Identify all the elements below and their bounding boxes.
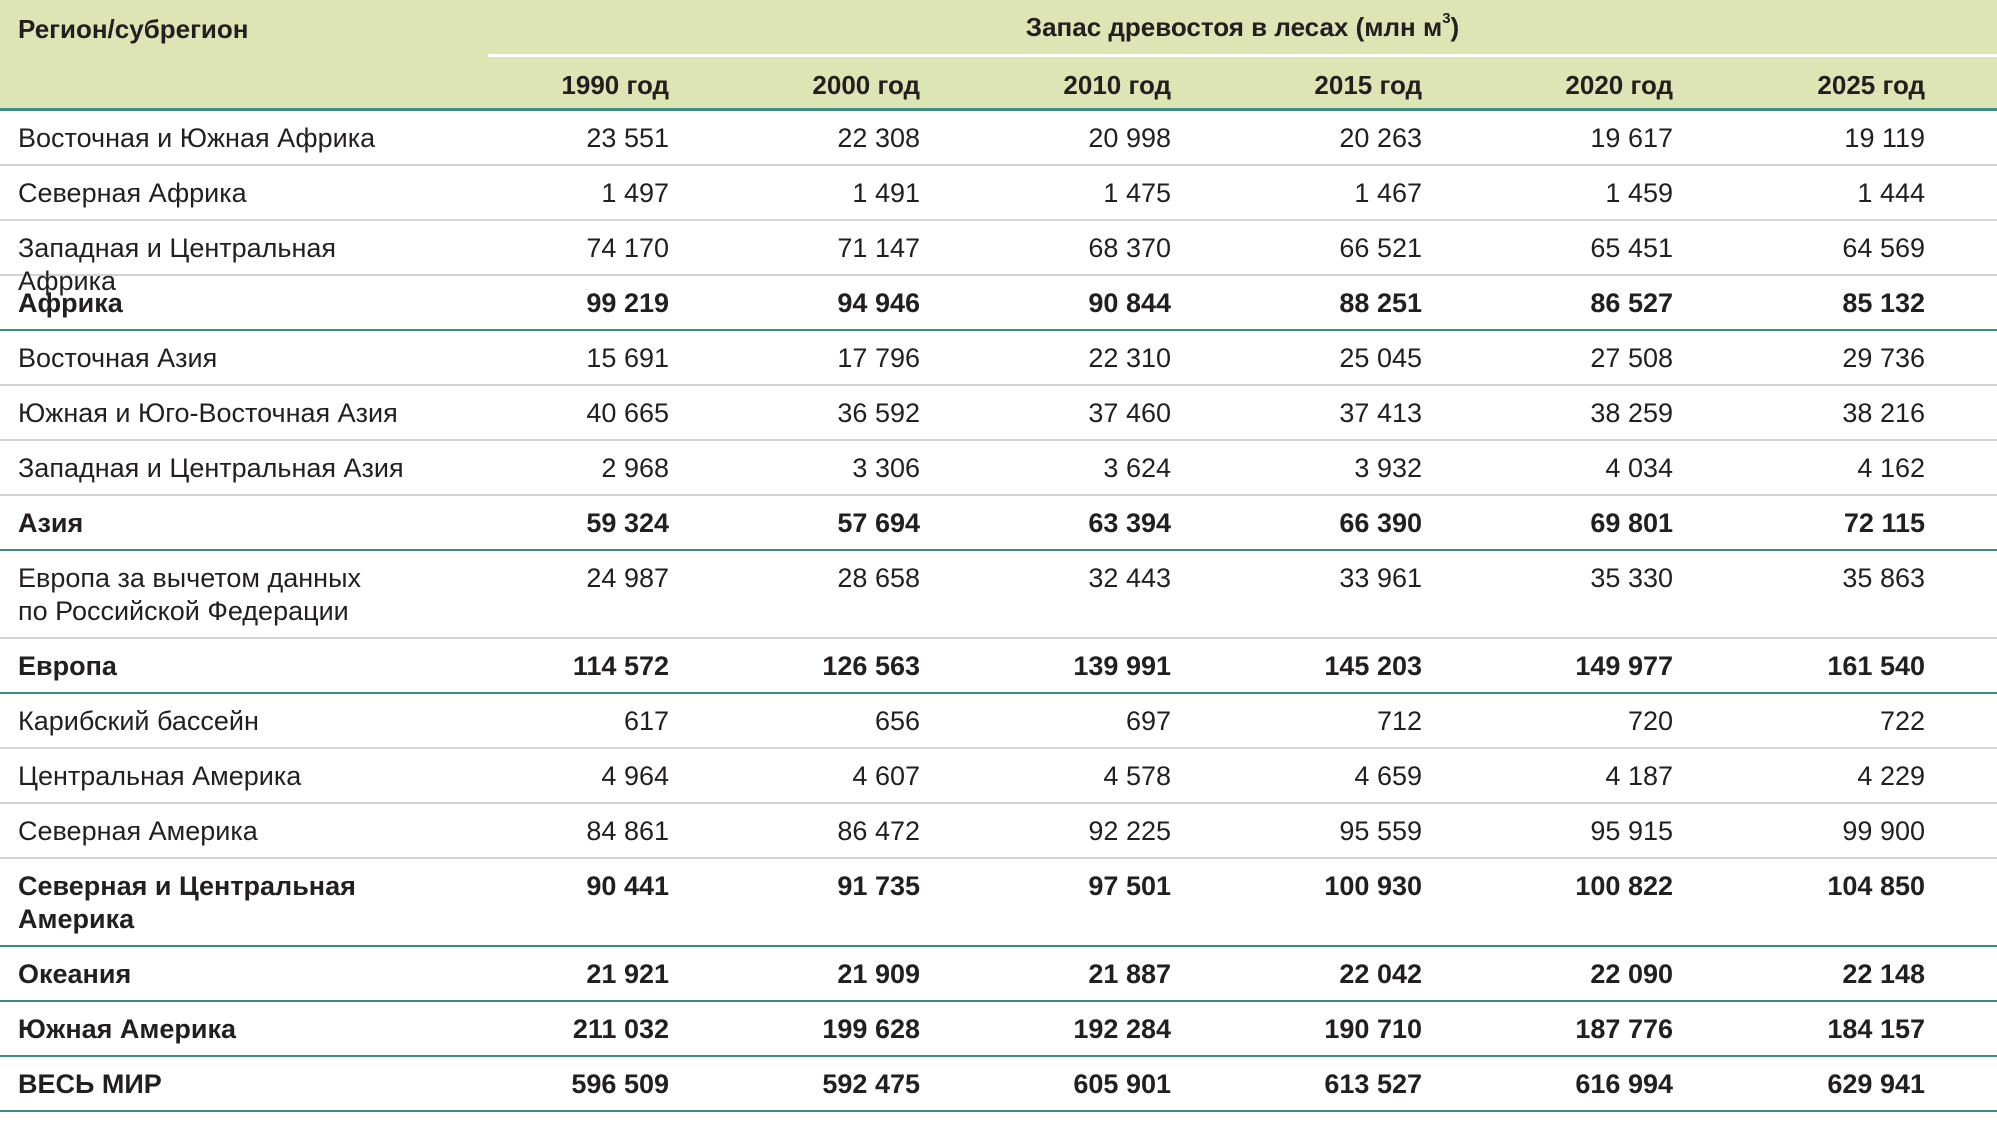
value-cell: 656 (874, 706, 920, 736)
region-name: Африка (18, 288, 123, 318)
value-cell: 596 509 (571, 1069, 669, 1099)
table-row (0, 639, 1997, 694)
region-name: Карибский бассейн (18, 706, 259, 736)
value-cell: 722 (1879, 706, 1925, 736)
region-name: Северная и Центральная Америка (18, 871, 356, 934)
value-cell: 15 691 (586, 343, 669, 373)
region-name: Западная и Центральная Азия (18, 453, 404, 483)
value-cell: 161 540 (1827, 651, 1925, 681)
value-cell: 21 921 (586, 959, 669, 989)
value-cell: 1 467 (1354, 178, 1422, 208)
value-cell: 86 472 (837, 816, 920, 846)
value-cell: 697 (1125, 706, 1171, 736)
value-cell: 71 147 (837, 233, 920, 263)
value-cell: 104 850 (1827, 871, 1925, 901)
value-cell: 32 443 (1088, 563, 1171, 593)
value-cell: 2 968 (601, 453, 669, 483)
value-cell: 86 527 (1590, 288, 1673, 318)
value-cell: 38 259 (1590, 398, 1673, 428)
value-cell: 712 (1376, 706, 1422, 736)
value-cell: 1 497 (601, 178, 669, 208)
table-row (0, 441, 1997, 496)
value-cell: 1 459 (1605, 178, 1673, 208)
value-cell: 605 901 (1073, 1069, 1171, 1099)
value-cell: 95 915 (1590, 816, 1673, 846)
value-cell: 19 119 (1844, 123, 1925, 153)
value-cell: 22 148 (1842, 959, 1925, 989)
value-cell: 21 887 (1088, 959, 1171, 989)
value-cell: 91 735 (837, 871, 920, 901)
value-cell: 3 624 (1103, 453, 1171, 483)
value-cell: 616 994 (1575, 1069, 1673, 1099)
value-cell: 29 736 (1842, 343, 1925, 373)
value-cell: 99 219 (586, 288, 669, 318)
value-cell: 63 394 (1088, 508, 1171, 538)
group-header-close: ) (1450, 12, 1460, 42)
value-cell: 4 162 (1857, 453, 1925, 483)
value-cell: 4 659 (1354, 761, 1422, 791)
value-cell: 20 263 (1339, 123, 1422, 153)
value-cell: 40 665 (586, 398, 669, 428)
value-cell: 97 501 (1088, 871, 1171, 901)
value-cell: 100 930 (1324, 871, 1422, 901)
region-name: Южная и Юго-Восточная Азия (18, 398, 398, 428)
value-cell: 95 559 (1339, 816, 1422, 846)
table-row (0, 111, 1997, 166)
value-cell: 1 491 (852, 178, 920, 208)
region-name: Восточная и Южная Африка (18, 123, 376, 153)
table-row (0, 221, 1997, 296)
year-header: 2020 год (1565, 70, 1673, 100)
value-cell: 36 592 (837, 398, 920, 428)
region-name: Южная Америка (18, 1014, 237, 1044)
value-cell: 114 572 (572, 651, 669, 681)
table-row (0, 1002, 1997, 1057)
group-header-text: Запас древостоя в лесах (млн м (1025, 12, 1443, 42)
table-row (0, 331, 1997, 386)
region-name: Центральная Америка (18, 761, 302, 791)
table-row (0, 1057, 1997, 1112)
value-cell: 4 187 (1605, 761, 1673, 791)
unit-superscript: 3 (1442, 10, 1451, 28)
region-name: Западная и Центральная Африка (18, 233, 337, 296)
region-name: Океания (18, 959, 132, 989)
value-cell: 1 444 (1857, 178, 1925, 208)
value-cell: 35 330 (1590, 563, 1673, 593)
table-row (0, 386, 1997, 441)
value-cell: 613 527 (1324, 1069, 1422, 1099)
value-cell: 24 987 (586, 563, 669, 593)
value-cell: 720 (1627, 706, 1673, 736)
year-header: 2010 год (1063, 70, 1171, 100)
region-name: Северная Африка (18, 178, 247, 208)
value-cell: 211 032 (572, 1014, 669, 1044)
value-cell: 27 508 (1590, 343, 1673, 373)
value-cell: 33 961 (1339, 563, 1422, 593)
value-cell: 90 441 (586, 871, 669, 901)
value-cell: 64 569 (1842, 233, 1925, 263)
value-cell: 22 042 (1339, 959, 1422, 989)
value-cell: 149 977 (1575, 651, 1673, 681)
value-cell: 23 551 (586, 123, 669, 153)
value-cell: 21 909 (837, 959, 920, 989)
value-cell: 88 251 (1339, 288, 1422, 318)
value-cell: 1 475 (1103, 178, 1171, 208)
value-cell: 99 900 (1842, 816, 1925, 846)
table-row (0, 749, 1997, 804)
value-cell: 57 694 (837, 508, 920, 538)
value-cell: 65 451 (1590, 233, 1673, 263)
value-cell: 94 946 (837, 288, 920, 318)
table-row (0, 496, 1997, 551)
value-cell: 84 861 (586, 816, 669, 846)
value-cell: 25 045 (1339, 343, 1422, 373)
value-cell: 126 563 (822, 651, 920, 681)
year-header: 1990 год (561, 70, 669, 100)
group-column-header (488, 12, 1997, 43)
value-cell: 139 991 (1073, 651, 1171, 681)
region-name: Европа за вычетом данных по Российской Федерации (18, 563, 361, 626)
value-cell: 85 132 (1842, 288, 1925, 318)
value-cell: 629 941 (1827, 1069, 1925, 1099)
table-row (0, 166, 1997, 221)
value-cell: 199 628 (822, 1014, 920, 1044)
table-row (0, 551, 1997, 639)
table-row (0, 859, 1997, 947)
value-cell: 35 863 (1842, 563, 1925, 593)
value-cell: 37 413 (1339, 398, 1422, 428)
value-cell: 74 170 (586, 233, 669, 263)
region-name: Европа (18, 651, 117, 681)
region-name: ВЕСЬ МИР (18, 1069, 162, 1099)
value-cell: 68 370 (1088, 233, 1171, 263)
value-cell: 3 306 (852, 453, 920, 483)
value-cell: 4 034 (1605, 453, 1673, 483)
table-row (0, 947, 1997, 1002)
region-name: Северная Америка (18, 816, 258, 846)
value-cell: 72 115 (1843, 508, 1925, 538)
year-header: 2015 год (1314, 70, 1422, 100)
table-row (0, 694, 1997, 749)
value-cell: 4 229 (1857, 761, 1925, 791)
value-cell: 4 607 (852, 761, 920, 791)
value-cell: 20 998 (1088, 123, 1171, 153)
year-header: 2025 год (1817, 70, 1925, 100)
value-cell: 4 964 (601, 761, 669, 791)
value-cell: 184 157 (1827, 1014, 1925, 1044)
value-cell: 22 310 (1088, 343, 1171, 373)
table-row (0, 804, 1997, 859)
value-cell: 192 284 (1073, 1014, 1171, 1044)
value-cell: 100 822 (1575, 871, 1673, 901)
value-cell: 190 710 (1324, 1014, 1422, 1044)
table-body (0, 111, 1997, 1112)
region-name: Азия (18, 508, 84, 538)
year-header: 2000 год (812, 70, 920, 100)
value-cell: 90 844 (1088, 288, 1171, 318)
value-cell: 145 203 (1324, 651, 1422, 681)
table-header (0, 0, 1997, 111)
value-cell: 59 324 (586, 508, 669, 538)
value-cell: 66 390 (1339, 508, 1422, 538)
region-name: Восточная Азия (18, 343, 218, 373)
value-cell: 22 308 (837, 123, 920, 153)
value-cell: 37 460 (1088, 398, 1171, 428)
value-cell: 592 475 (822, 1069, 920, 1099)
value-cell: 66 521 (1339, 233, 1422, 263)
value-cell: 28 658 (837, 563, 920, 593)
header-divider (488, 54, 1997, 57)
value-cell: 92 225 (1088, 816, 1171, 846)
value-cell: 3 932 (1354, 453, 1422, 483)
value-cell: 22 090 (1590, 959, 1673, 989)
value-cell: 187 776 (1575, 1014, 1673, 1044)
table-row (0, 276, 1997, 331)
value-cell: 19 617 (1590, 123, 1673, 153)
value-cell: 617 (623, 706, 669, 736)
value-cell: 4 578 (1103, 761, 1171, 791)
value-cell: 38 216 (1842, 398, 1925, 428)
value-cell: 69 801 (1590, 508, 1673, 538)
value-cell: 17 796 (837, 343, 920, 373)
year-header-row (0, 70, 1997, 100)
region-column-header: Регион/субрегион (18, 14, 249, 44)
